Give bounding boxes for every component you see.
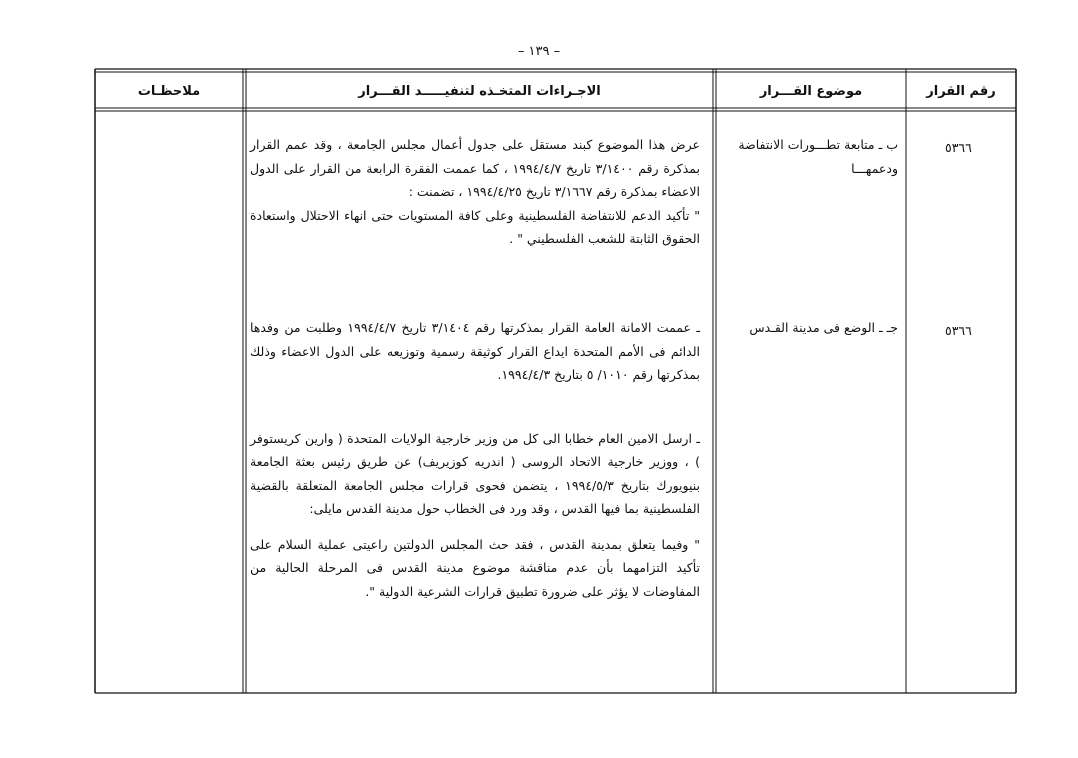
actions-cell [250,316,700,603]
header-notes: ملاحظـات [137,83,201,99]
decision-subject: ب ـ متابعة تطـــورات الانتفاضة ودعمهـــا [738,137,898,176]
action-quote: " وفيما يتعلق بمدينة القدس ، فقد حث المجلس الدولتين راعيتى عملية السلام على تأكيد التزامهما بأن عدم مناقشة موضوع مدينة القدس فى المرحلة الحالية من المفاوضات لا يؤثر على ضرورة تطبيق قرارات الشرعية الدولية ". [250,536,700,599]
decision-number: ٥٣٦٦ [945,323,972,338]
page-number: – ١٣٩ – [517,44,561,59]
actions-cell [250,133,700,251]
decision-subject: جـ ـ الوضع فى مدينة القـدس [749,320,898,335]
header-decision-no: رقم القرار [926,83,996,99]
action-quote: " تأكيد الدعم للانتفاضة الفلسطينية وعلى كافة المستويات حتى انهاء الاحتلال واستعادة الحقوق الثابتة للشعب الفلسطيني " . [250,207,700,246]
decision-number: ٥٣٦٦ [945,140,972,155]
action-paragraph: ـ ارسل الامين العام خطابا الى كل من وزير خارجية الولايات المتحدة ( وارين كريستوفر ) ، ووزير خارجية الاتحاد الروسى ( اندريه كوزيريف) عن طريق رئيس بعثة الجامعة بنيويورك بتاريخ ١٩٩٤/٥/٣ ، يتضمن فحوى قرارات مجلس الجامعة المتعلقة بالقضية الفلسطينية بما فيها القدس ، وقد ورد فى الخطاب حول مدينة القدس مايلى: [250,430,700,516]
header-actions: الاجـراءات المتخـذه لتنفيـــــد القـــرار [358,83,601,99]
action-paragraph: ـ عممت الامانة العامة القرار بمذكرتها رقم ٣/١٤٠٤ تاريخ ١٩٩٤/٤/٧ وطلبت من وفدها الدائم فى الأمم المتحدة ايداع القرار كوثيقة رسمية وتوزيعه على الدول الاعضاء وذلك بمذكرتها رقم ١٠١٠/ ٥ بتاريخ ١٩٩٤/٤/٣. [250,320,700,382]
action-paragraph: عرض هذا الموضوع كبند مستقل على جدول أعمال مجلس الجامعة ، وقد عمم القرار بمذكرة رقم ٣/١٤٠٠ تاريخ ١٩٩٤/٤/٧ ، كما عممت الفقرة الرابعة من القرار على الدول الاعضاء بمذكرة رقم ٣/١٦٦٧ تاريخ ١٩٩٤/٤/٢٥ ، تضمنت : [250,137,700,199]
header-subject: موضوع القـــرار [759,83,863,99]
